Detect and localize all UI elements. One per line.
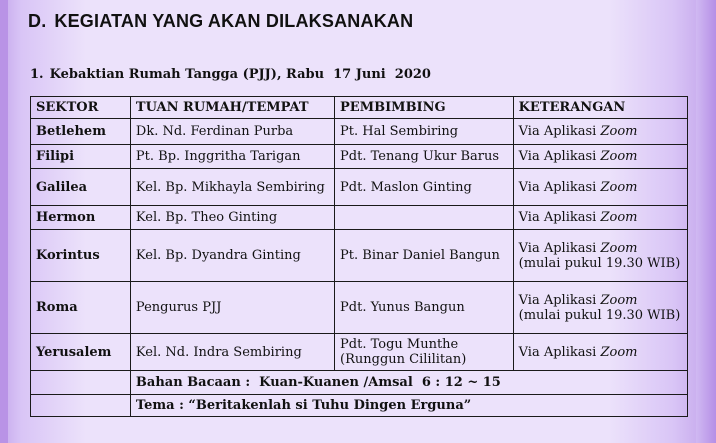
cell-pembimbing: Pdt. Tenang Ukur Barus bbox=[335, 145, 514, 169]
cell-pembimbing: Pt. Binar Daniel Bangun bbox=[335, 230, 514, 282]
cell-keterangan: Via Aplikasi Zoom bbox=[513, 119, 687, 145]
cell-tuan-rumah: Kel. Nd. Indra Sembiring bbox=[130, 334, 334, 371]
subsection-heading bbox=[30, 67, 431, 82]
cell-pembimbing: Pdt. Maslon Ginting bbox=[335, 169, 514, 206]
section-number: D. bbox=[28, 11, 47, 31]
cell-keterangan: Via Aplikasi Zoom bbox=[513, 169, 687, 206]
cell-sektor: Galilea bbox=[31, 169, 131, 206]
empty-cell bbox=[31, 371, 131, 395]
schedule-table bbox=[30, 96, 688, 417]
header-pembimbing: PEMBIMBING bbox=[335, 97, 514, 119]
cell-sektor: Roma bbox=[31, 282, 131, 334]
cell-pembimbing: Pdt. Togu Munthe (Runggun Cililitan) bbox=[335, 334, 514, 371]
cell-keterangan: Via Aplikasi Zoom bbox=[513, 206, 687, 230]
cell-tuan-rumah: Kel. Bp. Mikhayla Sembiring bbox=[130, 169, 334, 206]
cell-pembimbing: Pdt. Yunus Bangun bbox=[335, 282, 514, 334]
empty-cell bbox=[31, 395, 131, 417]
header-sektor: SEKTOR bbox=[31, 97, 131, 119]
cell-tuan-rumah: Kel. Bp. Theo Ginting bbox=[130, 206, 334, 230]
subsection-title-text: Kebaktian Rumah Tangga (PJJ), Rabu 17 Juni 2020 bbox=[49, 67, 431, 82]
table-row bbox=[31, 119, 688, 145]
cell-sektor: Betlehem bbox=[31, 119, 131, 145]
cell-pembimbing: Pt. Hal Sembiring bbox=[335, 119, 514, 145]
subsection-number: 1. bbox=[30, 67, 44, 82]
header-tuan-rumah: TUAN RUMAH/TEMPAT bbox=[130, 97, 334, 119]
cell-pembimbing bbox=[335, 206, 514, 230]
bahan-bacaan-text: Bahan Bacaan : Kuan-Kuanen /Amsal 6 : 12 ~ 15 bbox=[130, 371, 687, 395]
bahan-bacaan-row bbox=[31, 371, 688, 395]
table-row bbox=[31, 334, 688, 371]
cell-sektor: Hermon bbox=[31, 206, 131, 230]
cell-keterangan: Via Aplikasi Zoom (mulai pukul 19.30 WIB) bbox=[513, 230, 687, 282]
cell-keterangan: Via Aplikasi Zoom bbox=[513, 334, 687, 371]
table-row bbox=[31, 282, 688, 334]
right-border-strip bbox=[696, 0, 716, 443]
cell-tuan-rumah: Kel. Bp. Dyandra Ginting bbox=[130, 230, 334, 282]
left-border-strip bbox=[0, 0, 8, 443]
header-keterangan: KETERANGAN bbox=[513, 97, 687, 119]
table-row bbox=[31, 206, 688, 230]
table-row bbox=[31, 145, 688, 169]
cell-sektor: Yerusalem bbox=[31, 334, 131, 371]
table-row bbox=[31, 169, 688, 206]
section-title-text: KEGIATAN YANG AKAN DILAKSANAKAN bbox=[54, 11, 414, 31]
cell-tuan-rumah: Dk. Nd. Ferdinan Purba bbox=[130, 119, 334, 145]
table-row bbox=[31, 230, 688, 282]
cell-keterangan: Via Aplikasi Zoom (mulai pukul 19.30 WIB) bbox=[513, 282, 687, 334]
cell-keterangan: Via Aplikasi Zoom bbox=[513, 145, 687, 169]
table-header-row bbox=[31, 97, 688, 119]
tema-text: Tema : “Beritakenlah si Tuhu Dingen Erguna” bbox=[130, 395, 687, 417]
cell-sektor: Korintus bbox=[31, 230, 131, 282]
cell-sektor: Filipi bbox=[31, 145, 131, 169]
section-heading bbox=[28, 11, 413, 32]
tema-row bbox=[31, 395, 688, 417]
cell-tuan-rumah: Pengurus PJJ bbox=[130, 282, 334, 334]
cell-tuan-rumah: Pt. Bp. Inggritha Tarigan bbox=[130, 145, 334, 169]
